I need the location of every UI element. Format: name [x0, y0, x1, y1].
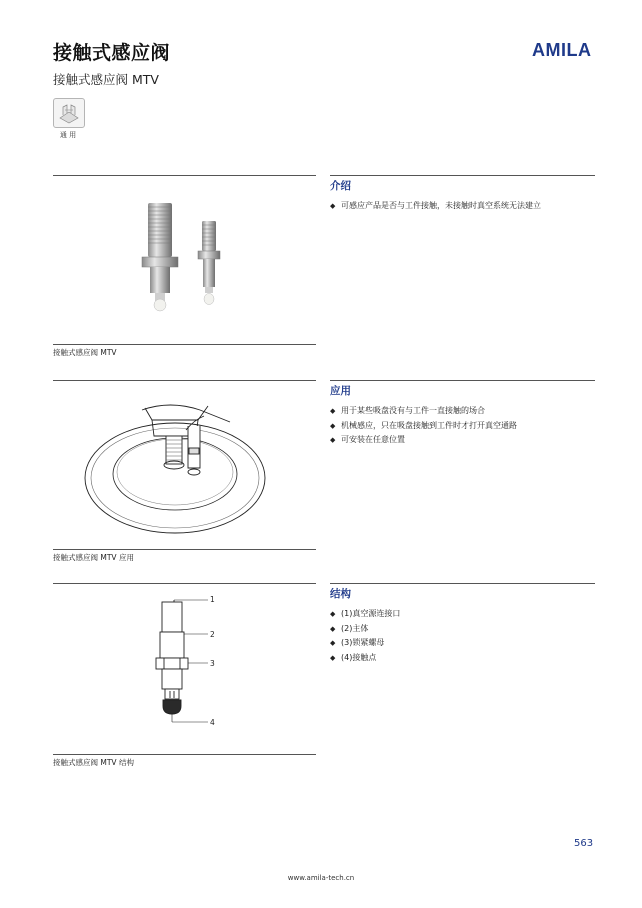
badge-label: 通 用	[59, 131, 77, 139]
structure-list	[330, 607, 595, 665]
section-rule	[330, 380, 595, 381]
section-rule	[53, 175, 316, 176]
list-item: ◆ (4)接触点	[330, 651, 595, 666]
callout-label: 2	[210, 630, 215, 639]
application-list	[330, 404, 595, 448]
bullet-icon: ◆	[330, 624, 336, 633]
structure-drawing	[150, 592, 230, 732]
page-title: 接触式感应阀	[53, 42, 171, 64]
section-heading-application: 应用	[330, 385, 351, 397]
section-heading-intro: 介绍	[330, 180, 351, 192]
page-subtitle: 接触式感应阀 MTV	[53, 72, 159, 87]
footer-url[interactable]: www.amila-tech.cn	[287, 874, 355, 882]
section-rule	[330, 583, 595, 584]
caption-rule	[53, 754, 316, 755]
bullet-icon: ◆	[330, 639, 336, 647]
list-item: ◆ 可感应产品是否与工件接触，未接触时真空系统无法建立	[330, 199, 595, 214]
list-item: ◆ (2)主体	[330, 622, 595, 637]
list-item: ◆ (1)真空源连接口	[330, 607, 595, 622]
section-rule	[330, 175, 595, 176]
figure-caption: 接触式感应阀 MTV	[53, 348, 117, 357]
caption-rule	[53, 344, 316, 345]
page-number: 563	[574, 838, 594, 849]
bullet-icon: ◆	[330, 202, 336, 210]
intro-list	[330, 199, 595, 214]
bullet-icon: ◆	[330, 407, 336, 415]
callout-label: 1	[210, 595, 215, 604]
list-item: ◆ 机械感应，只在吸盘接触到工件时才打开真空通路	[330, 419, 595, 434]
section-rule	[53, 583, 316, 584]
gripper-icon	[53, 98, 85, 128]
application-drawing	[80, 390, 270, 540]
list-item: ◆ 用于某些吸盘没有与工件一直接触的场合	[330, 404, 595, 419]
bullet-icon: ◆	[330, 421, 336, 430]
brand-logo: AMILA	[532, 40, 592, 60]
bullet-icon: ◆	[330, 436, 336, 444]
callout-label: 3	[210, 659, 215, 668]
figure-caption: 接触式感应阀 MTV 应用	[53, 553, 134, 562]
callout-label: 4	[210, 718, 215, 727]
product-photo	[130, 195, 240, 315]
section-rule	[53, 380, 316, 381]
bullet-icon: ◆	[330, 610, 336, 618]
section-heading-structure: 结构	[330, 588, 351, 600]
bullet-icon: ◆	[330, 653, 336, 662]
list-item: ◆ 可安装在任意位置	[330, 433, 595, 448]
figure-caption: 接触式感应阀 MTV 结构	[53, 758, 134, 767]
caption-rule	[53, 549, 316, 550]
list-item: ◆ (3)锁紧螺母	[330, 636, 595, 651]
